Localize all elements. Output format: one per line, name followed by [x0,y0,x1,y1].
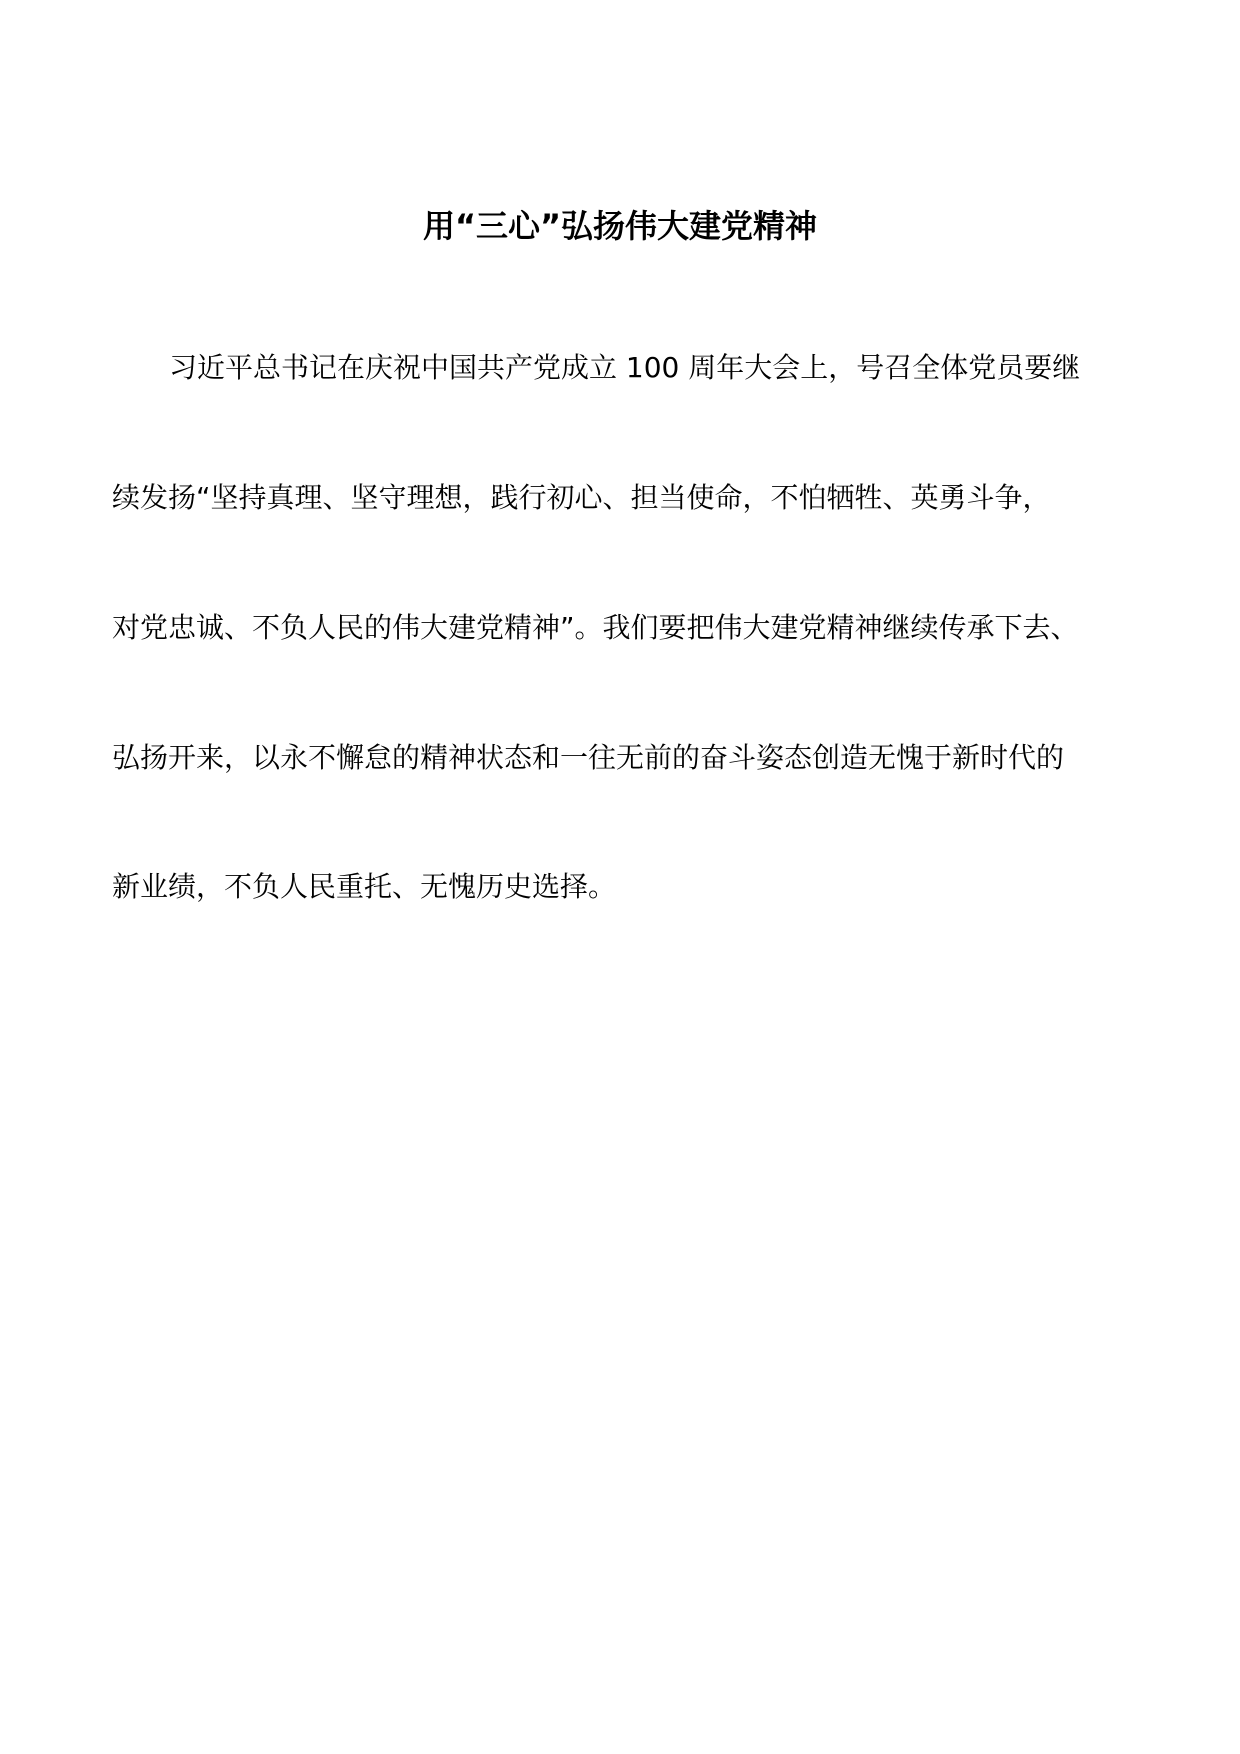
paragraph-line-3: 对党忠诚、不负人民的伟大建党精神”。我们要把伟大建党精神继续传承下去、 [112,611,1079,644]
paragraph-line-2: 续发扬“坚持真理、坚守理想，践行初心、担当使命，不怕牺牲、英勇斗争， [112,481,1051,514]
paragraph-line-1: 习近平总书记在庆祝中国共产党成立 100 周年大会上，号召全体党员要继 [169,351,1081,384]
paragraph-line-5: 新业绩，不负人民重托、无愧历史选择。 [112,870,617,903]
page-title: 用“三心”弘扬伟大建党精神 [422,207,818,245]
paragraph-line-4: 弘扬开来，以永不懈怠的精神状态和一往无前的奋斗姿态创造无愧于新时代的 [112,741,1065,774]
